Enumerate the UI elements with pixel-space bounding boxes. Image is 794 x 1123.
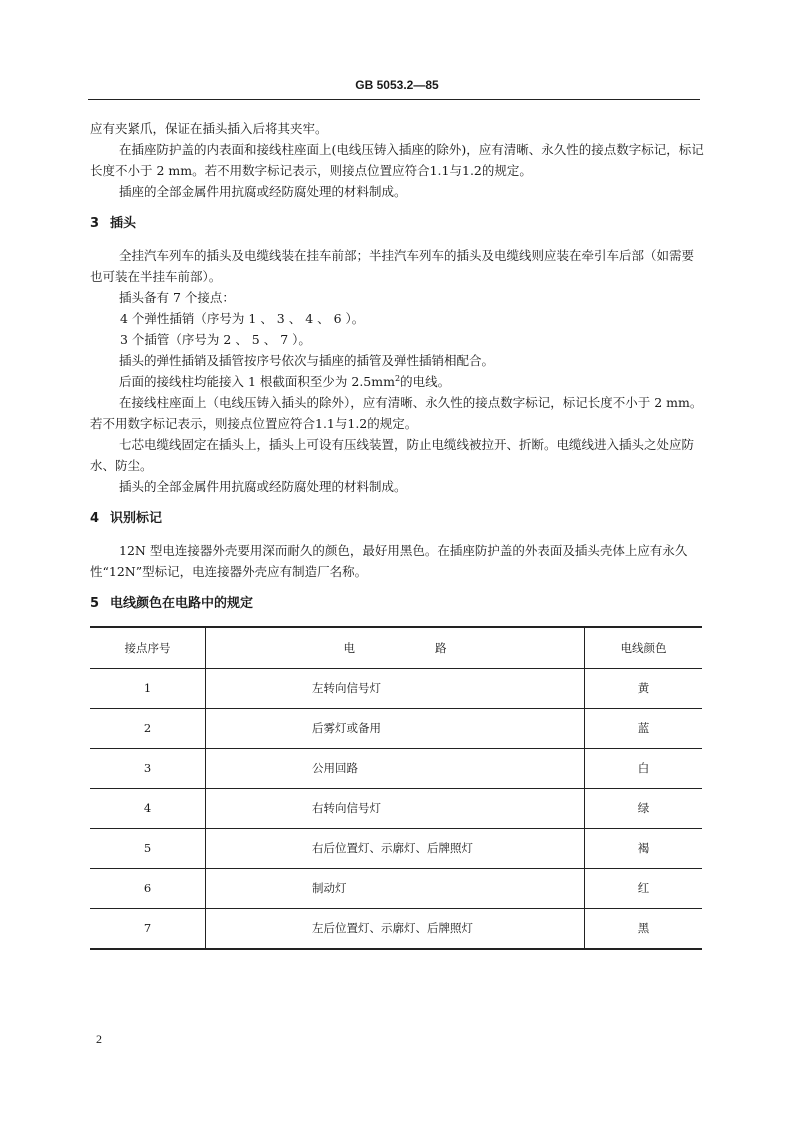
cell-contact-no: 2 bbox=[90, 709, 206, 749]
cell-circuit: 右后位置灯、示廓灯、后牌照灯 bbox=[206, 829, 585, 869]
cell-contact-no: 7 bbox=[90, 909, 206, 950]
paragraph: 插头备有 7 个接点： bbox=[119, 290, 235, 305]
table-row bbox=[90, 749, 702, 789]
cell-wire-color: 绿 bbox=[637, 801, 650, 815]
column-header-contact-no: 接点序号 bbox=[90, 627, 206, 669]
header-divider bbox=[88, 99, 700, 100]
table-row bbox=[90, 829, 702, 869]
cell-contact-no: 5 bbox=[90, 829, 206, 869]
section-number: 5 bbox=[90, 596, 100, 611]
cell-circuit: 制动灯 bbox=[206, 869, 585, 909]
superscript: 2 bbox=[394, 373, 401, 383]
paragraph-text: 的电线。 bbox=[400, 374, 451, 389]
paragraph bbox=[90, 371, 706, 392]
paragraph: 12N 型电连接器外壳要用深而耐久的颜色，最好用黑色。在插座防护盖的外表面及插头壳体上应有永久性“12N”型标记，电连接器外壳应有制造厂名称。 bbox=[90, 543, 688, 579]
cell-contact-no: 3 bbox=[90, 749, 206, 789]
cell-wire-color: 蓝 bbox=[637, 721, 650, 735]
cell-circuit: 右转向信号灯 bbox=[206, 789, 585, 829]
document-body bbox=[90, 118, 706, 950]
table-row bbox=[90, 669, 702, 709]
table-header-row bbox=[90, 627, 702, 669]
paragraph: 七芯电缆线固定在插头上，插头上可设有压线装置，防止电缆线被拉开、折断。电缆线进入插头之处应防水、防尘。 bbox=[90, 437, 695, 473]
cell-wire-color: 黄 bbox=[637, 681, 650, 695]
section-heading bbox=[90, 593, 706, 614]
table-row bbox=[90, 709, 702, 749]
paragraph-text: 后面的接线柱均能接入 1 根截面积至少为 2.5mm bbox=[119, 374, 395, 389]
paragraph: 全挂汽车列车的插头及电缆线装在挂车前部；半挂汽车列车的插头及电缆线则应装在牵引车后部（如需要也可装在半挂车前部）。 bbox=[90, 248, 695, 284]
paragraph: 插座的全部金属件用抗腐或经防腐处理的材料制成。 bbox=[119, 184, 407, 199]
paragraph: 插头的弹性插销及插管按序号依次与插座的插管及弹性插销相配合。 bbox=[119, 353, 495, 368]
section-heading bbox=[90, 508, 706, 529]
paragraph: 应有夹紧爪，保证在插头插入后将其夹牢。 bbox=[90, 121, 328, 136]
table-row bbox=[90, 909, 702, 950]
column-header-wire-color: 电线颜色 bbox=[620, 640, 667, 655]
page-number: 2 bbox=[96, 1032, 102, 1046]
paragraph: 在插座防护盖的内表面和接线柱座面上(电线压铸入插座的除外)，应有清晰、永久性的接点数字标记，标记长度不小于 2 mm。若不用数字标记表示，则接点位置应符合1.1与1.2的规定。 bbox=[90, 142, 704, 178]
cell-contact-no: 4 bbox=[90, 789, 206, 829]
cell-circuit: 左转向信号灯 bbox=[206, 669, 585, 709]
cell-wire-color: 红 bbox=[637, 881, 650, 895]
cell-contact-no: 1 bbox=[90, 669, 206, 709]
wire-color-table bbox=[90, 626, 702, 950]
paragraph: 在接线柱座面上（电线压铸入插头的除外），应有清晰、永久性的接点数字标记，标记长度不小于 2 mm。若不用数字标记表示，则接点位置应符合1.1与1.2的规定。 bbox=[90, 395, 703, 431]
column-header-circuit: 电路 bbox=[206, 627, 585, 669]
cell-wire-color: 白 bbox=[637, 761, 650, 775]
table-row bbox=[90, 869, 702, 909]
section-title: 插头 bbox=[110, 216, 137, 231]
cell-circuit: 后雾灯或备用 bbox=[206, 709, 585, 749]
document-header: GB 5053.2—85 bbox=[355, 78, 439, 92]
cell-wire-color: 黑 bbox=[637, 921, 650, 935]
cell-wire-color: 褐 bbox=[637, 841, 650, 855]
cell-circuit: 左后位置灯、示廓灯、后牌照灯 bbox=[206, 909, 585, 950]
section-number: 4 bbox=[90, 511, 100, 526]
list-item: 3 个插管（序号为 2 、 5 、 7 ）。 bbox=[120, 332, 311, 347]
paragraph: 插头的全部金属件用抗腐或经防腐处理的材料制成。 bbox=[119, 479, 407, 494]
cell-contact-no: 6 bbox=[90, 869, 206, 909]
section-heading bbox=[90, 213, 706, 234]
list-item: 4 个弹性插销（序号为 1 、 3 、 4 、 6 ）。 bbox=[120, 311, 365, 326]
section-title: 电线颜色在电路中的规定 bbox=[110, 596, 254, 611]
cell-circuit: 公用回路 bbox=[206, 749, 585, 789]
section-number: 3 bbox=[90, 216, 100, 231]
table-row bbox=[90, 789, 702, 829]
section-title: 识别标记 bbox=[110, 511, 163, 526]
